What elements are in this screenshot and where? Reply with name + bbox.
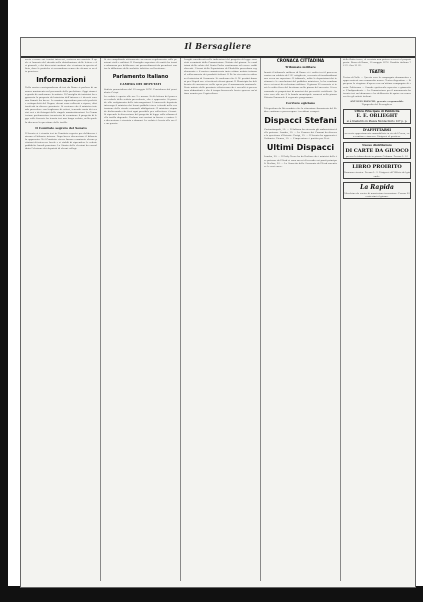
col2-session: Seduta pomeridiana del 19 maggio 1876. Presidenza del presidente Crispi. bbox=[104, 88, 177, 95]
ad3-label: Nuovo distributore bbox=[362, 143, 392, 148]
ad5-text: Macchina da cucire di nuovissima invenzione. Prezzo 60 centesimi al giorno. bbox=[344, 191, 410, 198]
col4-body3: Costantinopoli, 19. — Il Sultano ha ricevuto gli ambasciatori delle potenze. Londra, 19. — La Camera dei Comuni ha discusso la questione d'Oriente. Parigi, 19. — Il Senato ha approvato il bilancio. Vienna, 19. — L'imperatore è partito per Pest. bbox=[264, 128, 337, 141]
ad1-name: E. E. OBLIEGHT bbox=[356, 114, 398, 120]
col1-body: Nella nostra corrispondenza di ieri da Roma si parlava di un nuovo movimento nel personale delle prefetture. Oggi siamo in grado di confermare la notizia. Il Consiglio dei ministri ha approvato la proposta del ministro dell'interno e i decreti saranno firmati fra breve. Le nomine riguardano parecchi prefetti e sottoprefetti del Regno; alcuni sono collocati a riposo, altri trasferiti in diverse provincie. Si assicura che il ministro intende procedere con larghezza di criteri, tenendo conto dei servizi resi e dei bisogni delle singole amministrazioni. La Commissione parlamentare incaricata di esaminare il progetto di legge sulle ferrovie ha tenuto ieri una lunga seduta, nella quale fu discussa la questione delle tariffe. bbox=[25, 86, 97, 124]
column-3 bbox=[184, 58, 257, 583]
ad1-text: si è trasferito in Piazza Montecitorio 127 p. p. bbox=[346, 120, 408, 124]
page-header bbox=[21, 38, 415, 58]
ad3-title: DI CARTE DA GIUOCO bbox=[345, 148, 409, 155]
scanner-bottom-edge bbox=[0, 586, 423, 602]
ad4-title: LIBRO PROIBITO bbox=[352, 164, 402, 171]
ad2-text: un vasto appartamento ammobiliato in via del Corso, con cantina e rimessa. Dirigersi al portiere. bbox=[344, 132, 410, 139]
column-rule bbox=[260, 58, 261, 581]
advertisement-libro bbox=[343, 162, 411, 178]
col5-heading: TEATRI bbox=[369, 69, 385, 75]
advertisement-carte bbox=[343, 142, 411, 159]
col5-body2: Teatro di Valle — Questa sera la compagnia drammatica rappresenterà una commedia nuova. Teatro Argentina — Si prepara la stagione d'opera con un'ottima compagnia di canto. Politeama — Grande spettacolo equestre e ginnastico. L'Indipendente — La Commissione per il monumento ha tenuto ieri un'adunanza e ha deliberato di aprire un concorso fra gli artisti italiani. bbox=[343, 76, 411, 98]
advertisement-rapida bbox=[343, 182, 411, 199]
column-2 bbox=[104, 58, 177, 583]
col1-body2: Il Senato si è riunito ieri in Comitato segreto per deliberare intorno al bilancio interno. Dopo breve discussione il bilancio fu approvato. Nel Comitato stesso furono esaminate alcune petizioni di interesse locale e si stabilì di riprendere le sedute pubbliche lunedì prossimo. La Giunta delle elezioni ha convalidato l'elezione dei deputati di alcuni collegi. bbox=[25, 131, 97, 151]
masthead-title: Il Bersagliere bbox=[184, 41, 252, 51]
col4-body: Avanti il tribunale militare di Roma si è svolto ieri il processo contro un soldato del 10° artiglieria, accusato di insubordinazione verso un superiore. Il tribunale, udite le deposizioni dei testimoni e le conclusioni del pubblico ministero, lo ha condannato a sei mesi di reclusione militare. Il giorno 20 corrente si terrà la solita fiera del bestiame nella piazza del mercato. Si raccomanda ai proprietari di munirsi dei prescritti certificati. Questa sera alle ore 8 la banda municipale suonerà nella piazza Vittorio Emanuele il seguente programma. bbox=[264, 71, 337, 99]
column-4 bbox=[264, 58, 337, 583]
col2-body: Si sta compilando attivamente un nuovo regolamento sulle pensioni civili e militari. Il Consiglio superiore di sanità ha tenuto adunanza per deliberare sui provvedimenti da prendersi contro la diffusione delle malattie infettive nel bestiame. bbox=[104, 58, 177, 71]
advertisement-affitto bbox=[343, 127, 411, 139]
ad3-text: presso la tabaccheria in piazza Colonna. Prezzo L. 10 bbox=[346, 155, 408, 159]
column-rule bbox=[180, 58, 181, 581]
newspaper-page bbox=[20, 37, 416, 588]
col4-heading: CRONACA CITTADINA bbox=[276, 58, 325, 63]
col5-printer: Tipografia del Bersagliere bbox=[361, 103, 393, 107]
col4-subheading: Tribunale militare bbox=[285, 65, 316, 69]
column-rule bbox=[100, 58, 101, 581]
col5-body: della flotta turca, al servizio non poteva recarsi al proprio posto. Borsa di Roma, 19 maggio 1876. Rendita italiana 76 25. Oro 21 85. bbox=[343, 58, 411, 68]
column-rule bbox=[340, 58, 341, 581]
ad1-label: Ufficio Principale di Pubblicità bbox=[354, 110, 400, 114]
col2-heading: Parlamento Italiano bbox=[112, 74, 169, 81]
col2-subheading: CAMERA DEI DEPUTATI bbox=[119, 82, 162, 87]
col1-heading: Informazioni bbox=[36, 76, 86, 85]
scanner-left-edge bbox=[0, 0, 8, 602]
column-5 bbox=[343, 58, 411, 583]
col2-body2: La seduta è aperta alle ore 2 e mezzo. Si dà lettura del processo verbale della seduta precedente, che è approvato. Si procede allo svolgimento delle interrogazioni. L'onorevole deputato interroga il ministro dei lavori pubblici circa i ritardi nella costruzione delle strade comunali obbligatorie. Il ministro risponde dichiarando che farà ogni possibile per sollecitare i lavori. Si riprende la discussione del progetto di legge sulla riforma della tariffa doganale. Parlano vari oratori in favore e contro. La discussione è rinviata a domani. La seduta è levata alle ore 6 e un quarto. bbox=[104, 94, 177, 126]
ad4-text: Romanzo storico. Prezzo L. 2. Dirigersi all'Ufficio del giornale. bbox=[344, 171, 410, 178]
col5-editor: ANTONIO BIANCHI, gerente responsabile bbox=[350, 99, 404, 103]
advertisement-obliegth bbox=[343, 109, 411, 124]
col1-intro: avete a cuore voi i nostri interessi, scriveva un cronista. Il quale si lamenta del ritardo nella distribuzione delle lettere e dei giornali, e dei disservizi continui che si notano in questo ufficio, dove le pratiche si accumulano senza che alcuno se ne dia pensiero. bbox=[25, 58, 97, 74]
col4-heading3: Ultimi Dispacci bbox=[266, 143, 335, 153]
ad2-label: D'AFFITTARSI bbox=[362, 128, 392, 133]
column-1 bbox=[25, 58, 97, 583]
ad5-title: La Rapida bbox=[360, 183, 394, 191]
col4-body2: Telegrafano da Alessandria che la situazione finanziaria del Kedive continua a preoccupare i creditori europei. bbox=[264, 106, 337, 113]
col4-body4: Londra, 20. — Il Daily News ha da Berlino che i ministri delle tre potenze del Nord si sono messi d'accordo sui punti principali. Berlino, 20. — La Gazzetta della Germania del Nord smentisce le voci corse. bbox=[264, 155, 337, 168]
col3-body: Luoghi considerati nelle indicazioni del progetto di legge sono stati esaminati dalla Commissione. Notizie del giorno. Le condizioni della salute del Santo Padre continuano ad essere soddisfacenti. I lavori della Esposizione di Filadelfia procedono regolarmente e il nostro commissario invia ottime notizie intorno al collocamento dei prodotti italiani. Il Re ha ricevuto in udienza il ministro di Germania. Si conferma che S. M. partirà domani per Napoli ove si tratterrà alcuni giorni. Il Municipio ha deliberato di concorrere nella spesa per il monumento nazionale. Varie notizie delle provincie riferiscono che i raccolti si presentano abbondanti e che il tempo favorevole lascia sperare un'ottima annata per l'agricoltura. bbox=[184, 58, 257, 96]
col4-subheading2: Corriere egiziano bbox=[285, 100, 316, 105]
col4-heading2: Dispacci Stefani bbox=[264, 116, 337, 126]
col1-subheading: Il Comitato segreto del Senato bbox=[35, 125, 87, 130]
